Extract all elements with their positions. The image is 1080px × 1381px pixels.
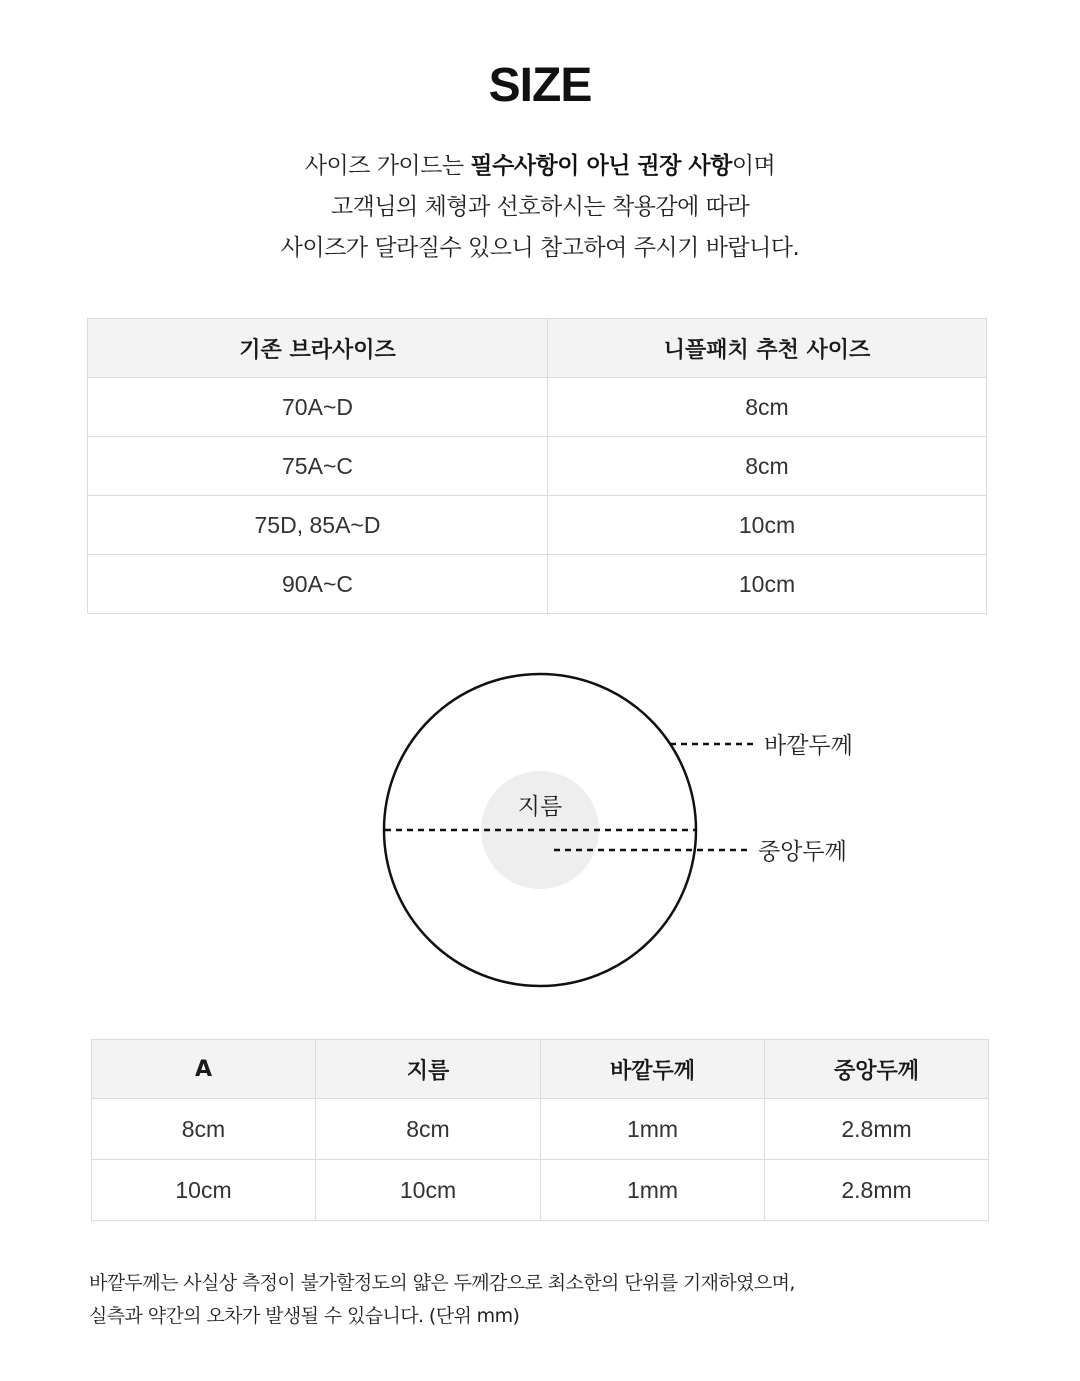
bra-size-cell: 75A~C xyxy=(88,437,548,496)
patch-spec-table xyxy=(91,1039,989,1221)
outer-thickness-cell: 1mm xyxy=(541,1160,765,1221)
diameter-cell: 10cm xyxy=(316,1160,541,1221)
header-recommended-patch-size: 니플패치 추천 사이즈 xyxy=(548,319,987,378)
table-row xyxy=(92,1099,989,1160)
note-line-1: 바깥두께는 사실상 측정이 불가할정도의 얇은 두께감으로 최소한의 단위를 기재하였으며, xyxy=(89,1272,795,1294)
intro-line-1-text: 사이즈 가이드는 xyxy=(304,153,471,179)
intro-emphasis: 필수사항이 아닌 권장 사항 xyxy=(470,153,732,179)
patch-size-cell: 8cm xyxy=(548,437,987,496)
patch-size-cell: 8cm xyxy=(548,378,987,437)
middle-thickness-cell: 2.8mm xyxy=(765,1160,989,1221)
note-line-2: 실측과 약간의 오차가 발생될 수 있습니다. (단위 mm) xyxy=(89,1305,520,1327)
bra-size-cell: 90A~C xyxy=(88,555,548,614)
table-row xyxy=(88,555,987,614)
outer-thickness-label: 바깥두께 xyxy=(764,733,853,759)
diameter-cell: 8cm xyxy=(316,1099,541,1160)
table-header-row xyxy=(92,1040,989,1099)
patch-size-cell: 10cm xyxy=(548,555,987,614)
bra-size-cell: 70A~D xyxy=(88,378,548,437)
middle-thickness-label: 중앙두께 xyxy=(758,839,847,865)
a-cell: 8cm xyxy=(92,1099,316,1160)
intro-line-3: 사이즈가 달라질수 있으니 참고하여 주시기 바랍니다. xyxy=(280,235,800,261)
page-title: SIZE xyxy=(488,59,592,112)
table-row xyxy=(88,378,987,437)
header-current-bra-size: 기존 브라사이즈 xyxy=(88,319,548,378)
header-middle-thickness: 중앙두께 xyxy=(765,1040,989,1099)
bra-size-table xyxy=(87,318,987,614)
intro-line-1-tail: 이며 xyxy=(731,153,776,179)
table-header-row xyxy=(88,319,987,378)
intro-line-1 xyxy=(0,146,1080,187)
bra-size-cell: 75D, 85A~D xyxy=(88,496,548,555)
table-row xyxy=(92,1160,989,1221)
middle-thickness-cell: 2.8mm xyxy=(765,1099,989,1160)
header-a: A xyxy=(92,1040,316,1099)
nipple-patch-diagram xyxy=(340,660,900,1000)
table-row xyxy=(88,437,987,496)
diameter-label: 지름 xyxy=(517,794,563,820)
intro-line-2: 고객님의 체형과 선호하시는 착용감에 따라 xyxy=(330,194,750,220)
outer-thickness-cell: 1mm xyxy=(541,1099,765,1160)
patch-size-cell: 10cm xyxy=(548,496,987,555)
a-cell: 10cm xyxy=(92,1160,316,1221)
measurement-note xyxy=(89,1267,1049,1333)
table-row xyxy=(88,496,987,555)
header-diameter: 지름 xyxy=(316,1040,541,1099)
header-outer-thickness: 바깥두께 xyxy=(541,1040,765,1099)
size-guide-intro xyxy=(0,146,1080,269)
